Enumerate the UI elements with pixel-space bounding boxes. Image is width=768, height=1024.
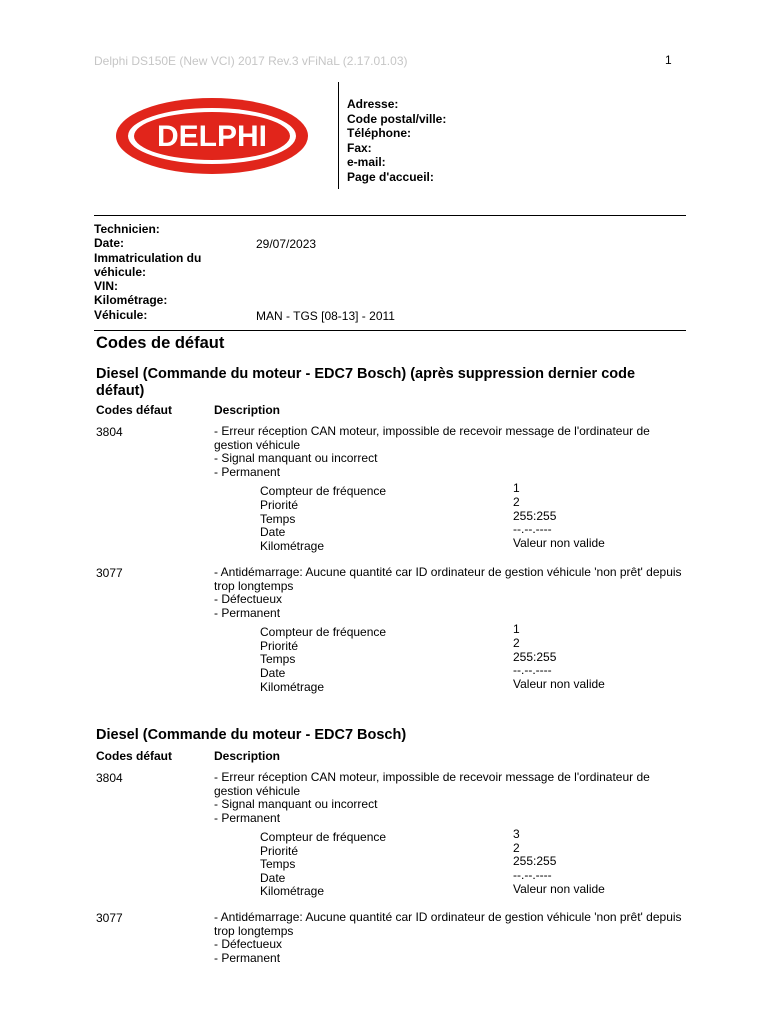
detail-value: --.--.---- (513, 522, 552, 536)
fault-description-line: - Défectueux (214, 592, 283, 607)
detail-value: 3 (513, 827, 520, 841)
detail-label: Compteur de fréquence (260, 484, 387, 498)
divider-bottom (94, 330, 686, 331)
address-label: Adresse: (347, 97, 399, 111)
fault-description-line: - Erreur réception CAN moteur, impossible de recevoir message de l'ordinateur de gestion véhicule (214, 424, 650, 452)
fault-description-line: - Antidémarrage: Aucune quantité car ID ordinateur de gestion véhicule 'non prêt' depuis trop longtemps (214, 910, 682, 938)
address-block (347, 97, 446, 185)
fault-description (214, 911, 684, 965)
detail-label: Date (260, 666, 286, 680)
date-value: 29/07/2023 (256, 237, 317, 251)
detail-value: Valeur non valide (513, 536, 605, 550)
fault-description-line: - Signal manquant ou incorrect (214, 451, 378, 466)
detail-value: --.--.---- (513, 868, 552, 882)
email-label: e-mail: (347, 155, 386, 170)
column-header-code: Codes défaut (96, 403, 173, 417)
vehicle-value: MAN - TGS [08-13] - 2011 (256, 309, 395, 323)
fault-description-line: - Antidémarrage: Aucune quantité car ID ordinateur de gestion véhicule 'non prêt' depuis trop longtemps (214, 565, 682, 593)
detail-value: 255:255 (513, 509, 557, 523)
detail-value: 255:255 (513, 650, 557, 664)
detail-label: Temps (260, 652, 296, 666)
detail-label: Temps (260, 512, 296, 526)
detail-value: 2 (513, 841, 520, 855)
detail-value: --.--.---- (513, 663, 552, 677)
divider-top (94, 215, 686, 216)
fault-codes-title: Codes de défaut (96, 334, 225, 352)
fault-description (214, 771, 684, 825)
date-label: Date: (94, 236, 125, 250)
detail-label: Priorité (260, 639, 299, 653)
fault-description-line: - Signal manquant ou incorrect (214, 797, 378, 812)
detail-value: Valeur non valide (513, 677, 605, 691)
fault-description (214, 425, 684, 479)
detail-value: 2 (513, 495, 520, 509)
technician-label: Technicien: (94, 222, 160, 236)
fault-code: 3077 (96, 911, 123, 925)
detail-label: Kilométrage (260, 680, 325, 694)
delphi-logo (114, 96, 310, 176)
registration-label: Immatriculation du véhicule: (94, 251, 202, 279)
fault-description-line: - Permanent (214, 810, 281, 825)
detail-value: 2 (513, 636, 520, 650)
detail-value: 1 (513, 622, 520, 636)
postal-city-label: Code postal/ville: (347, 111, 447, 126)
fault-code: 3077 (96, 566, 123, 580)
fault-description-line: - Permanent (214, 605, 281, 620)
detail-value: Valeur non valide (513, 882, 605, 896)
fault-description (214, 566, 684, 620)
logo-text: DELPHI (156, 120, 268, 153)
vehicle-label: Véhicule: (94, 308, 148, 322)
group-title: Diesel (Commande du moteur - EDC7 Bosch) (après suppression dernier code défaut) (96, 366, 636, 399)
detail-value: 255:255 (513, 854, 557, 868)
group-title: Diesel (Commande du moteur - EDC7 Bosch) (96, 727, 407, 743)
detail-label: Temps (260, 857, 296, 871)
vin-label: VIN: (94, 279, 118, 293)
mileage-label: Kilométrage: (94, 293, 168, 307)
fault-description-line: - Défectueux (214, 937, 283, 952)
detail-label: Kilométrage (260, 884, 325, 898)
document-header: Delphi DS150E (New VCI) 2017 Rev.3 vFiNaL (2.17.01.03) (94, 54, 408, 68)
phone-label: Téléphone: (347, 126, 412, 141)
homepage-label: Page d'accueil: (347, 169, 434, 184)
fault-code: 3804 (96, 425, 123, 439)
detail-label: Compteur de fréquence (260, 625, 387, 639)
detail-label: Date (260, 871, 286, 885)
page-number: 1 (665, 53, 672, 67)
address-divider (338, 82, 339, 189)
detail-label: Kilométrage (260, 539, 325, 553)
column-header-description: Description (214, 749, 281, 763)
detail-label: Priorité (260, 844, 299, 858)
detail-value: 1 (513, 481, 520, 495)
column-header-description: Description (214, 403, 281, 417)
detail-label: Priorité (260, 498, 299, 512)
fault-description-line: - Permanent (214, 950, 281, 965)
detail-label: Date (260, 525, 286, 539)
fault-code: 3804 (96, 771, 123, 785)
fax-label: Fax: (347, 140, 372, 155)
detail-label: Compteur de fréquence (260, 830, 387, 844)
fault-description-line: - Erreur réception CAN moteur, impossible de recevoir message de l'ordinateur de gestion véhicule (214, 770, 650, 798)
fault-description-line: - Permanent (214, 464, 281, 479)
column-header-code: Codes défaut (96, 749, 173, 763)
